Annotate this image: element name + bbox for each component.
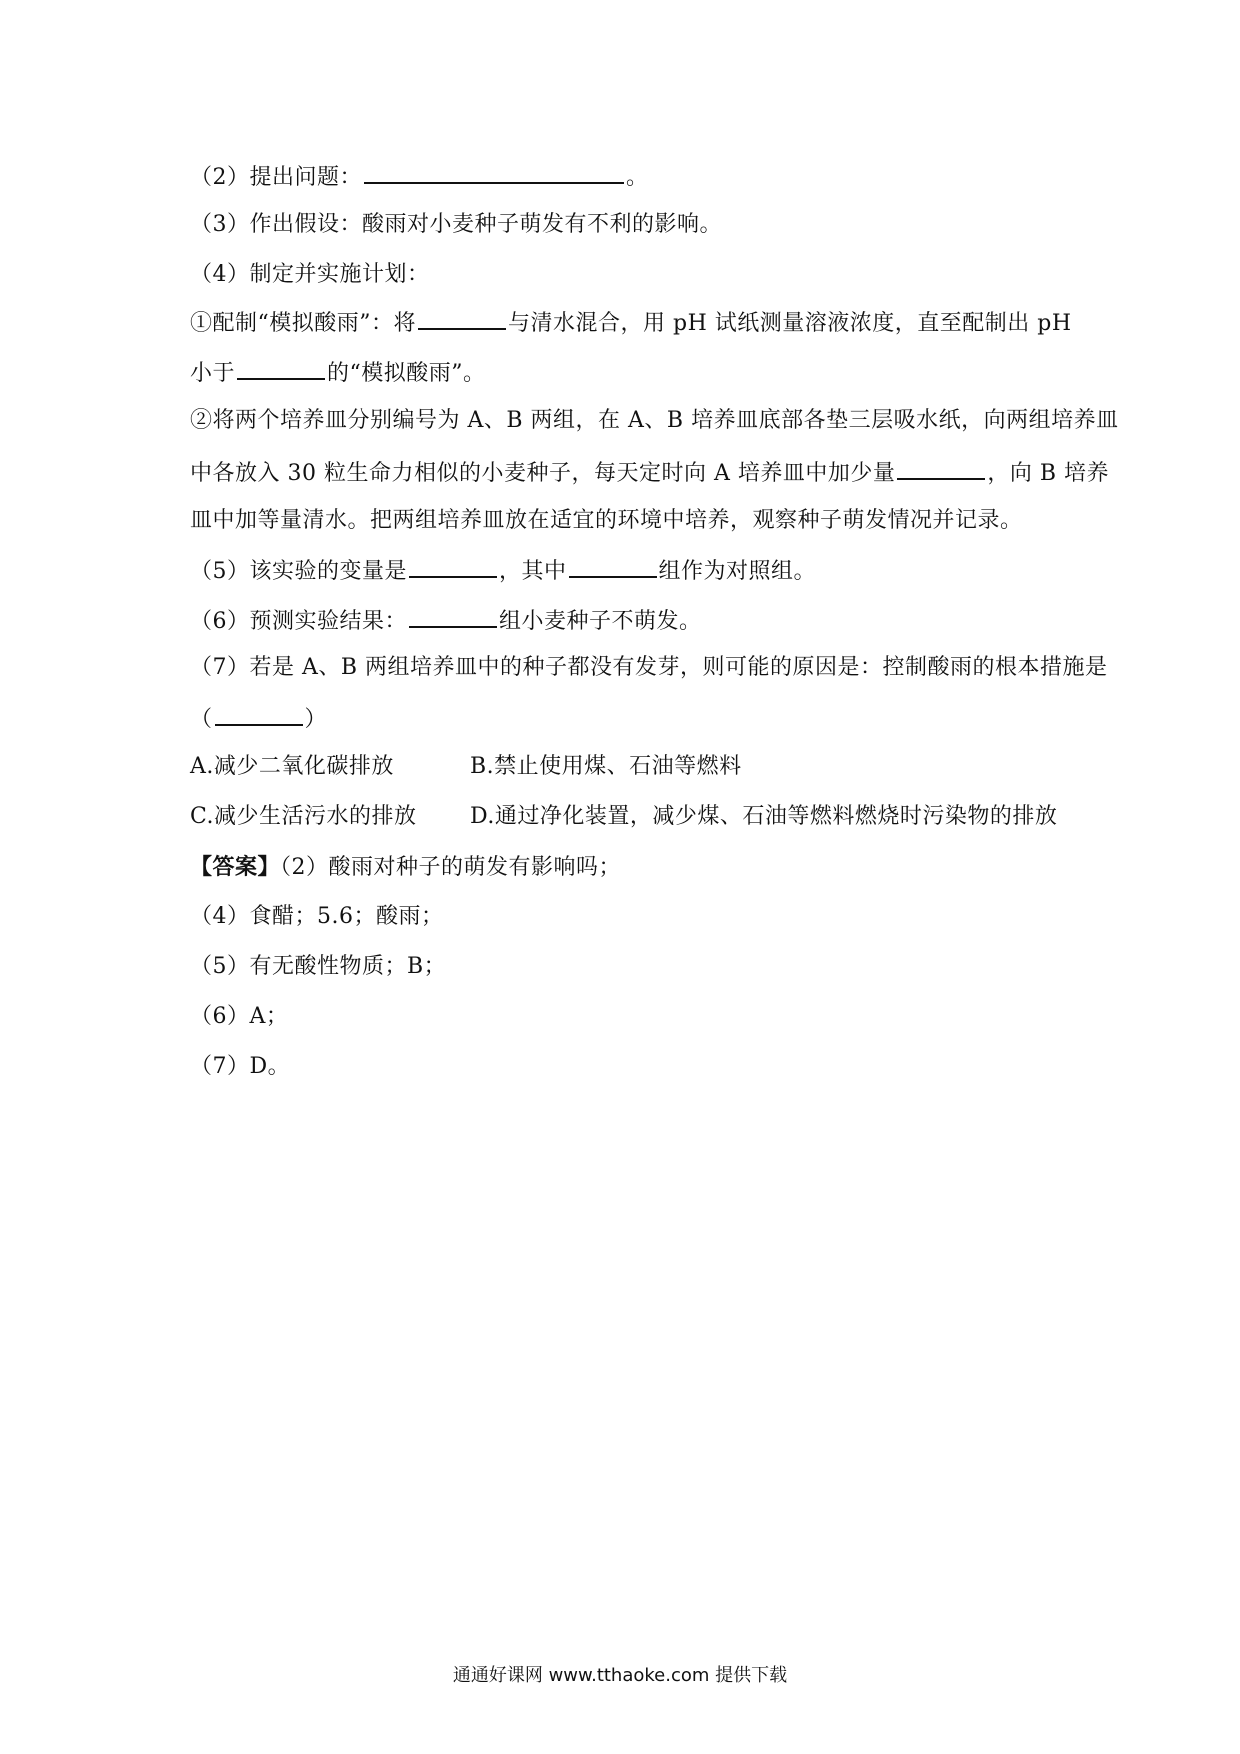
question-3 — [190, 210, 722, 240]
question-6 — [190, 604, 702, 637]
answer-blank — [409, 554, 497, 578]
option-c: C.减少生活污水的排放 — [190, 804, 417, 829]
step-1-line-2 — [190, 356, 486, 389]
answer-line-5 — [190, 952, 446, 982]
answer-7: （7）D。 — [190, 1054, 291, 1079]
options-row-1 — [190, 752, 742, 782]
q5-part1: （5）该实验的变量是 — [190, 559, 407, 584]
answer-5: （5）有无酸性物质；B； — [190, 954, 447, 979]
q7-close-paren: ） — [304, 707, 328, 732]
q6-part1: （6）预测实验结果： — [190, 609, 407, 634]
q7-line1: （7）若是 A、B 两组培养皿中的种子都没有发芽，则可能的原因是：控制酸雨的根本措施是 — [190, 655, 1108, 680]
q3-text: （3）作出假设：酸雨对小麦种子萌发有不利的影响。 — [190, 212, 722, 237]
q7-open-paren: （ — [190, 707, 213, 732]
question-7-line-2 — [190, 702, 327, 735]
answer-line-6 — [190, 1002, 288, 1032]
step1-line2-part1: 小于 — [190, 361, 236, 386]
page-footer: 通通好课网 www.tthaoke.com 提供下载 — [452, 1665, 788, 1686]
option-a: A.减少二氧化碳排放 — [190, 754, 394, 779]
step1-part1: ①配制“模拟酸雨”：将 — [190, 311, 416, 336]
q5-part3: 组作为对照组。 — [658, 559, 817, 584]
step-2-line-2 — [190, 456, 1109, 489]
option-b: B.禁止使用煤、石油等燃料 — [470, 754, 742, 779]
answer-line-2 — [190, 852, 621, 883]
answer-blank — [364, 160, 624, 184]
question-4 — [190, 260, 430, 290]
answer-label: 【答案】 — [190, 854, 281, 880]
answer-blank — [569, 554, 657, 578]
q2-suffix: 。 — [626, 165, 649, 190]
q2-prefix: （2）提出问题： — [190, 165, 362, 190]
question-7-line-1 — [190, 653, 1108, 683]
q5-part2: ，其中 — [499, 559, 567, 584]
step1-line2-part2: 的“模拟酸雨”。 — [327, 361, 486, 386]
answer-blank — [897, 456, 985, 480]
question-2 — [190, 160, 649, 193]
step2-line1: ②将两个培养皿分别编号为 A、B 两组，在 A、B 培养皿底部各垫三层吸水纸，向两组培养皿 — [190, 408, 1119, 433]
answer-2: （2）酸雨对种子的萌发有影响吗； — [280, 855, 622, 880]
option-d: D.通过净化装置，减少煤、石油等燃料燃烧时污染物的排放 — [470, 804, 1058, 829]
answer-line-4 — [190, 902, 444, 932]
step1-part2: 与清水混合，用 pH 试纸测量溶液浓度，直至配制出 pH — [508, 311, 1072, 336]
answer-blank — [418, 306, 506, 330]
answer-4: （4）食醋；5.6；酸雨； — [190, 904, 444, 929]
q6-part2: 组小麦种子不萌发。 — [499, 609, 702, 634]
step-2-line-3 — [190, 506, 1023, 536]
step2-line2-part1: 中各放入 30 粒生命力相似的小麦种子，每天定时向 A 培养皿中加少量 — [190, 461, 896, 486]
step2-line3: 皿中加等量清水。把两组培养皿放在适宜的环境中培养，观察种子萌发情况并记录。 — [190, 508, 1023, 533]
step-2-line-1 — [190, 406, 1119, 436]
question-5 — [190, 554, 816, 587]
q4-text: （4）制定并实施计划： — [190, 262, 430, 287]
options-row-2 — [190, 802, 1057, 832]
answer-blank — [215, 702, 303, 726]
step-1-line-1 — [190, 306, 1072, 339]
answer-blank — [409, 604, 497, 628]
step2-line2-part2: ，向 B 培养 — [987, 461, 1110, 486]
answer-6: （6）A； — [190, 1004, 289, 1029]
answer-line-7 — [190, 1052, 290, 1082]
answer-blank — [237, 356, 325, 380]
